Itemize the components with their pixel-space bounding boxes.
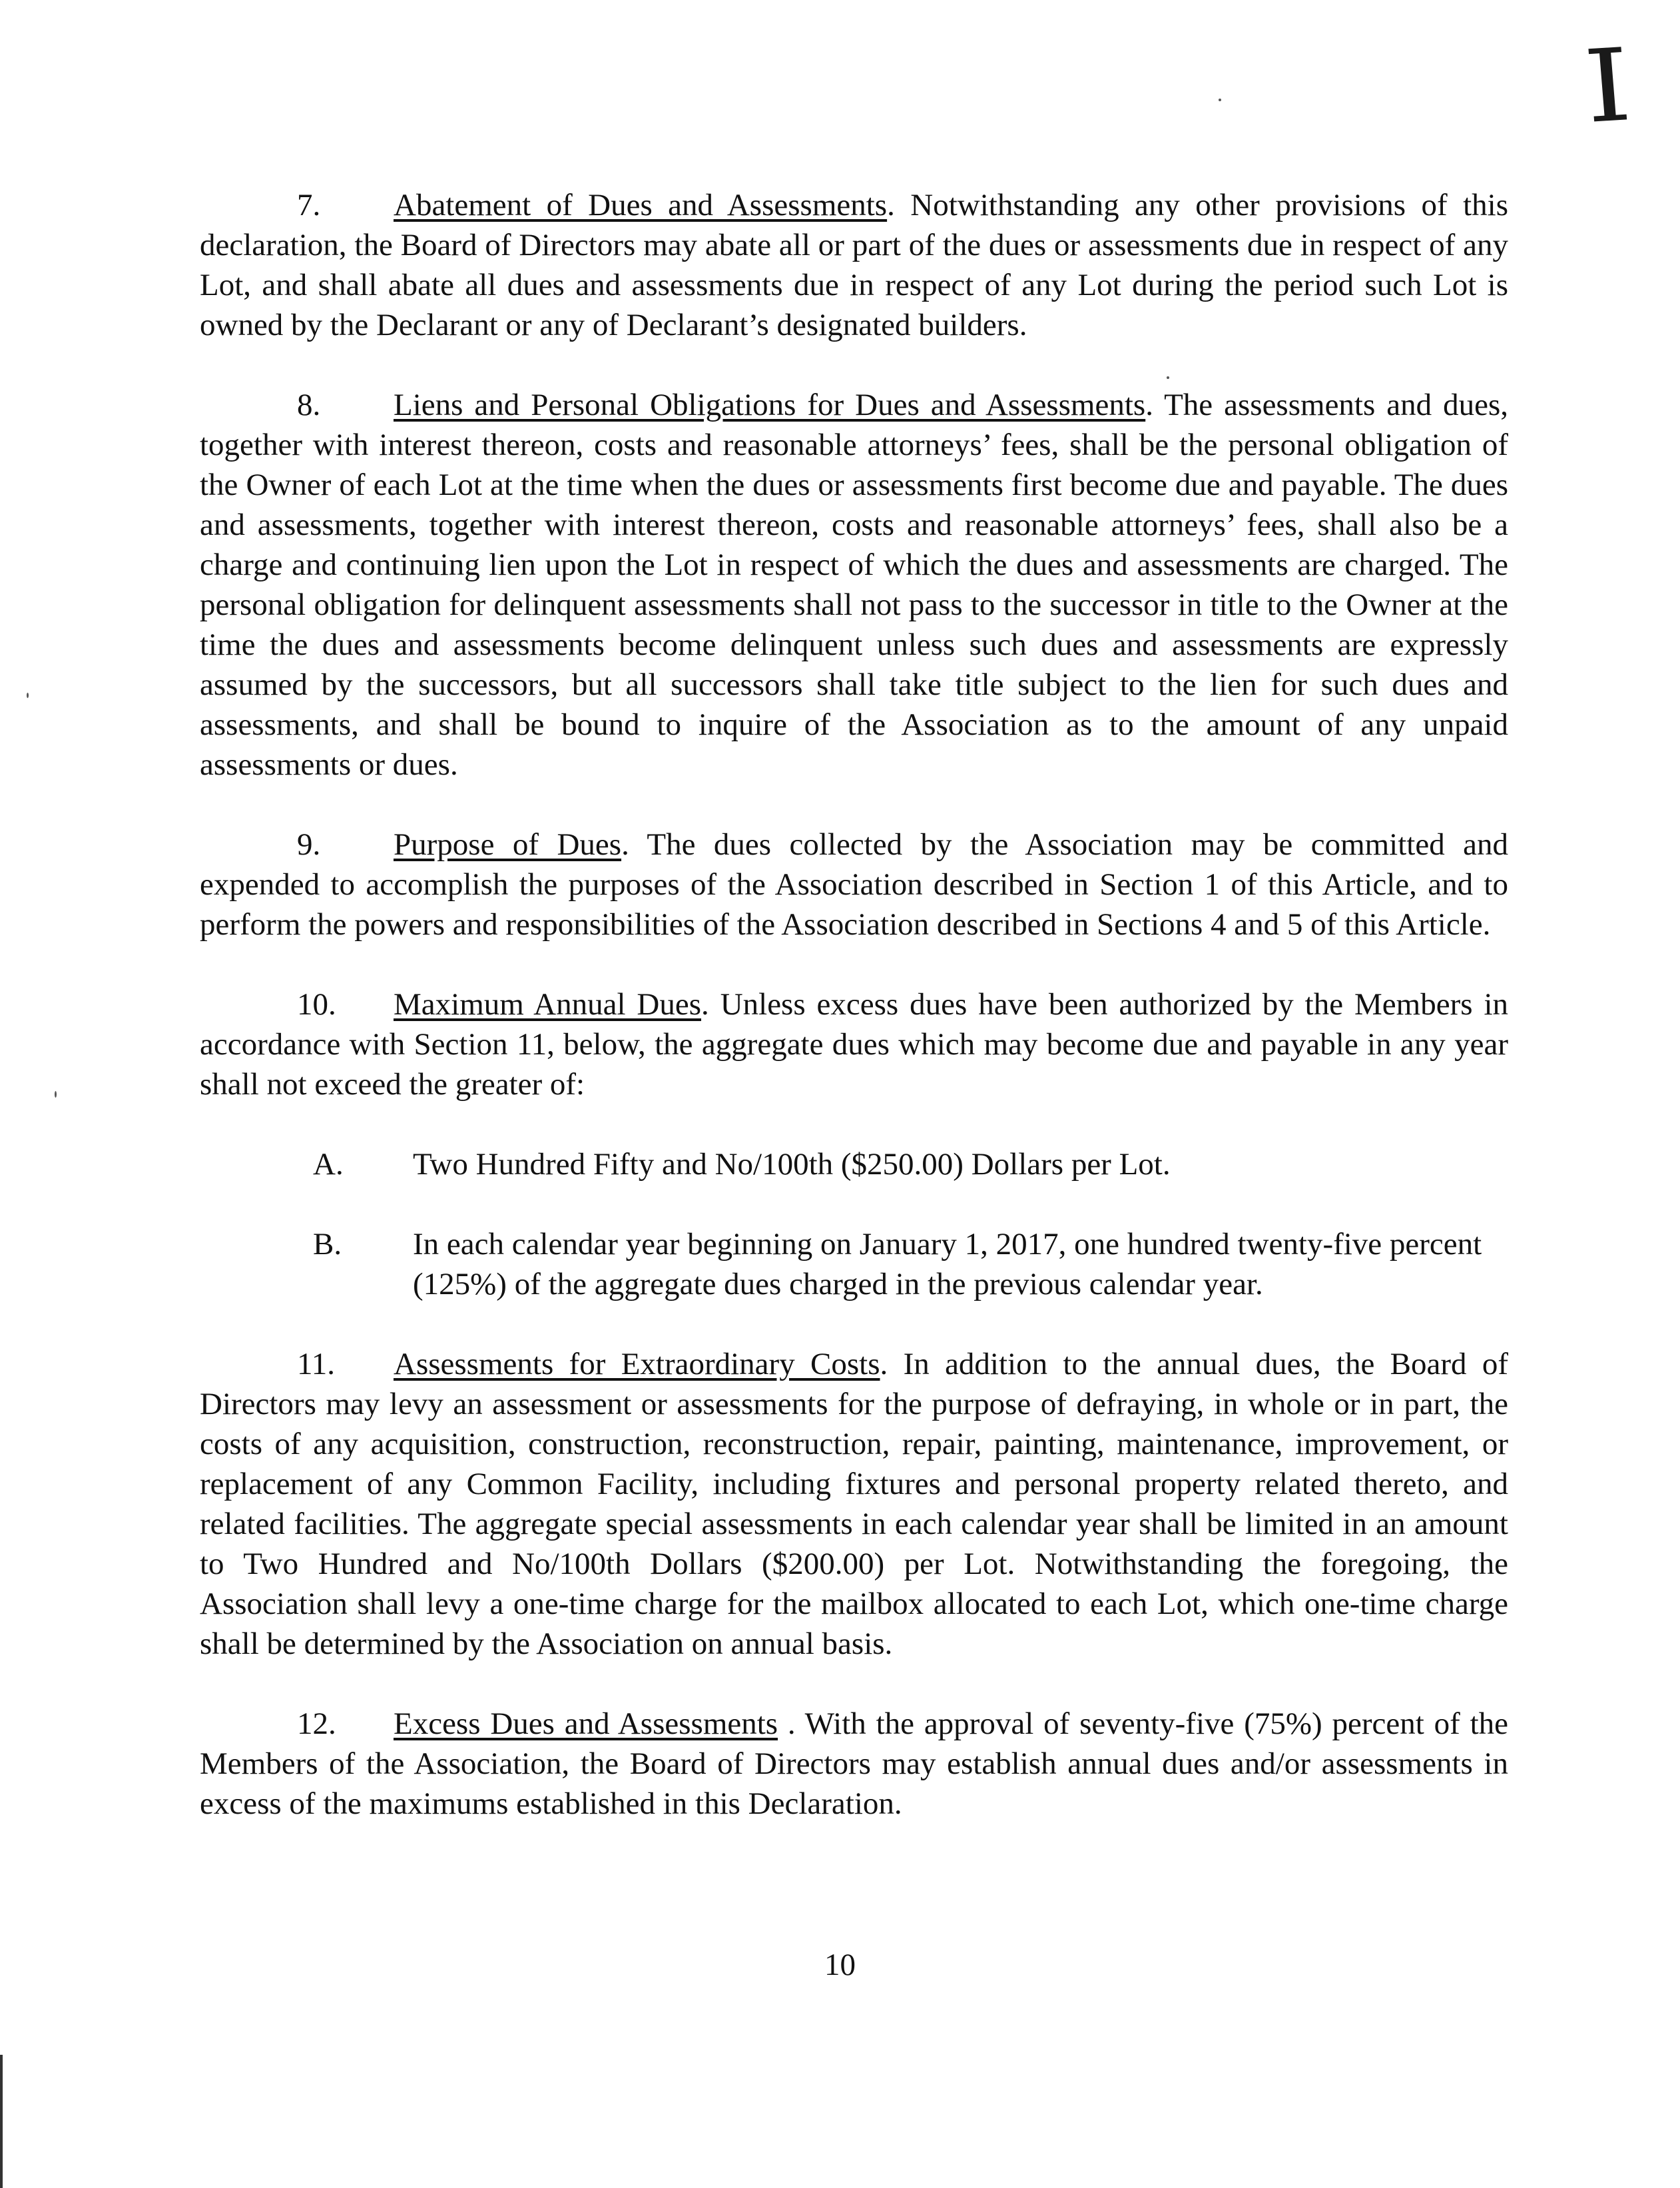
section-12: [200, 1704, 1508, 1824]
subitem-letter: A.: [313, 1147, 344, 1182]
section-heading: Liens and Personal Obligations for Dues and Assessments: [394, 388, 1146, 422]
section-number: 7.: [297, 188, 321, 222]
scan-speck: [1167, 376, 1169, 379]
section-number: 11.: [297, 1347, 336, 1381]
section-heading: Abatement of Dues and Assessments: [394, 188, 888, 222]
section-number: 12.: [297, 1706, 336, 1741]
section-heading: Maximum Annual Dues: [394, 987, 702, 1022]
document-body: [200, 185, 1508, 1864]
page-number: 10: [824, 1948, 856, 1982]
scan-speck: [27, 693, 29, 698]
subitem-text: In each calendar year beginning on January 1, 2017, one hundred twenty-five percent (125%) of the aggregate dues charged in the previous calendar year.: [413, 1227, 1482, 1301]
section-heading: Purpose of Dues: [394, 827, 622, 862]
section-text: . Unless excess dues have been authorized by the Members in accordance with Section 11, below, the aggregate dues which may become due and payable in any year shall not exceed the greater of:: [200, 987, 1509, 1102]
section-7: [200, 185, 1508, 345]
section-text: . The assessments and dues, together with interest thereon, costs and reasonable attorneys’ fees, shall be the personal obligation of the Owner of each Lot at the time when the dues or assessments first become due and payable. The dues and assessments, together with interest thereon, costs and reasonable attorneys’ fees, shall also be a charge and continuing lien upon the Lot in respect of which the dues and assessments are charged. The personal obligation for delinquent assessments shall not pass to the successor in title to the Owner at the time the dues and assessments become delinquent unless such dues and assessments are expressly assumed by the successors, but all successors shall take title subject to the lien for such dues and assessments, and shall be bound to inquire of the Association as to the amount of any unpaid assessments or dues.: [200, 388, 1508, 782]
section-number: 8.: [297, 388, 321, 422]
handwritten-page-mark: I: [1580, 27, 1635, 146]
section-9: [200, 825, 1508, 944]
section-heading: Excess Dues and Assessments: [394, 1706, 778, 1741]
section-text: . The dues collected by the Association may be committed and expended to accomplish the purposes of the Association described in Section 1 of this Article, and to perform the powers and responsibilities of the Association described in Sections 4 and 5 of this Article.: [200, 827, 1509, 942]
scan-speck: [1219, 99, 1221, 101]
section-text: . Notwithstanding any other provisions of this declaration, the Board of Directors may abate all or part of the dues or assessments due in respect of any Lot, and shall abate all dues and assessments due in respect of any Lot during the period such Lot is owned by the Declarant or any of Declarant’s designated builders.: [200, 188, 1508, 342]
section-10: [200, 984, 1508, 1104]
section-11: [200, 1344, 1508, 1664]
subitem-a: [200, 1144, 1508, 1184]
subitem-b: [200, 1224, 1508, 1304]
section-8: [200, 385, 1508, 785]
scan-speck: [55, 1091, 57, 1098]
scan-edge-line: [0, 2055, 3, 2188]
subitem-letter: B.: [313, 1227, 342, 1262]
section-text: . In addition to the annual dues, the Board of Directors may levy an assessment or assessments for the purpose of defraying, in whole or in part, the costs of any acquisition, construction, reconstruction, repair, painting, maintenance, improvement, or replacement of any Common Facility, including fixtures and personal property related thereto, and related facilities. The aggregate special assessments in each calendar year shall be limited in an amount to Two Hundred and No/100th Dollars ($200.00) per Lot. Notwithstanding the foregoing, the Association shall levy a one-time charge for the mailbox allocated to each Lot, which one-time charge shall be determined by the Association on annual basis.: [200, 1347, 1508, 1661]
subitem-text: Two Hundred Fifty and No/100th ($250.00) Dollars per Lot.: [413, 1147, 1171, 1182]
section-number: 10.: [297, 987, 336, 1022]
section-heading: Assessments for Extraordinary Costs: [394, 1347, 880, 1381]
section-text: . With the approval of seventy-five (75%) percent of the Members of the Association, the Board of Directors may establish annual dues and/or assessments in excess of the maximums established in this Declaration.: [200, 1706, 1508, 1821]
section-number: 9.: [297, 827, 321, 862]
